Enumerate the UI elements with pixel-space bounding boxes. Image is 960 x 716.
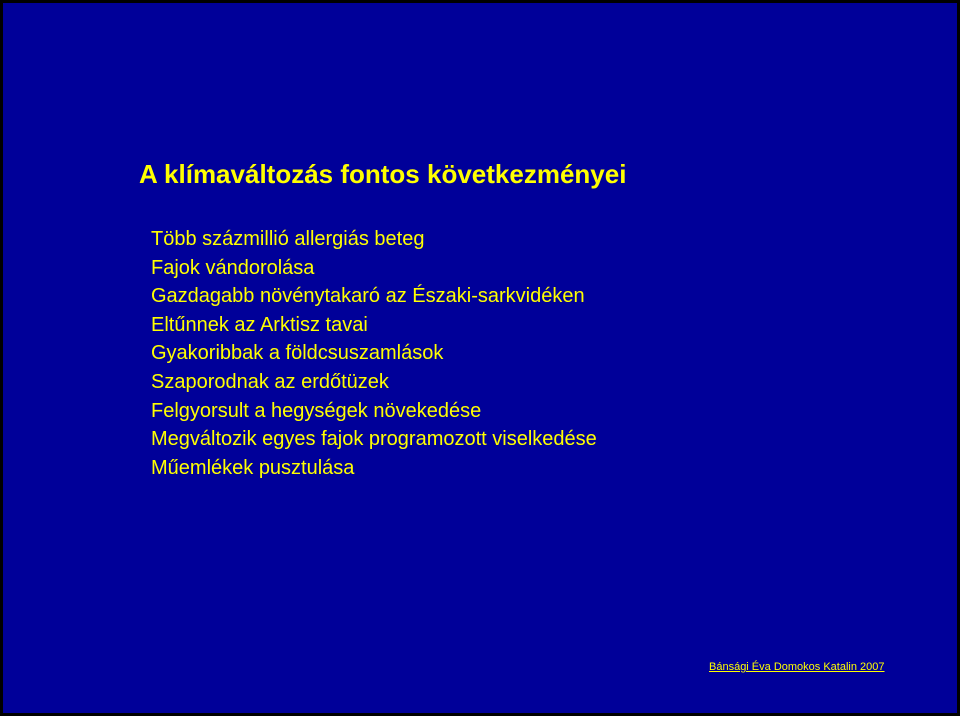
slide-title: A klímaváltozás fontos következményei: [139, 159, 627, 189]
list-item: Több százmillió allergiás beteg: [151, 228, 425, 250]
list-item: Eltűnnek az Arktisz tavai: [151, 313, 368, 336]
list-item: Műemlékek pusztulása: [151, 456, 355, 479]
list-item: Felgyorsult a hegységek növekedése: [151, 399, 482, 422]
list-item: Szaporodnak az erdőtüzek: [151, 370, 389, 393]
list-item: Fajok vándorolása: [151, 256, 315, 279]
list-item: Megváltozik egyes fajok programozott viselkedése: [151, 428, 597, 451]
list-item: Gazdagabb növénytakaró az Északi-sarkvidéken: [151, 285, 585, 308]
slide: [3, 3, 957, 713]
author-credit-link[interactable]: Bánsági Éva Domokos Katalin 2007: [709, 661, 885, 673]
consequence-list: [151, 225, 597, 482]
list-item: Gyakoribbak a földcsuszamlások: [151, 342, 444, 365]
